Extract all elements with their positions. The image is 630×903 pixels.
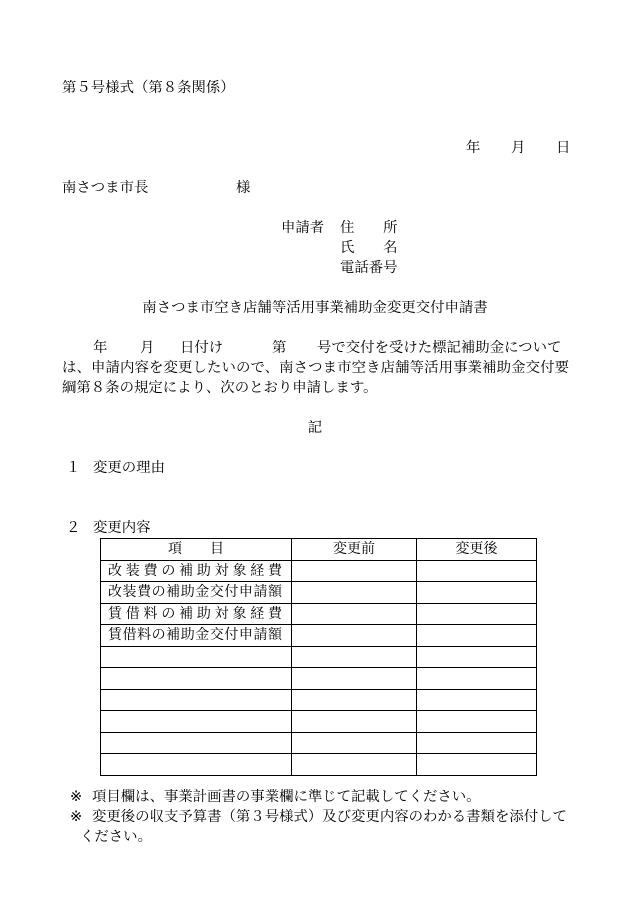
table-row bbox=[101, 625, 537, 647]
after-cell bbox=[417, 625, 537, 647]
body-line2: は、申請内容を変更したいので、南さつま市空き店舗等活用事業補助金交付要 bbox=[62, 360, 569, 376]
after-cell bbox=[417, 711, 537, 733]
body-line3: 綱第８条の規定により、次のとおり申請します。 bbox=[62, 380, 378, 396]
item-cell bbox=[101, 625, 292, 647]
note-text-2-line-2: ください。 bbox=[80, 829, 152, 845]
document-title: 南さつま市空き店舗等活用事業補助金変更交付申請書 bbox=[142, 300, 488, 316]
after-cell bbox=[417, 582, 537, 604]
after-cell bbox=[417, 668, 537, 690]
ki-heading: 記 bbox=[307, 420, 323, 436]
item-label: 賃借料の補助金交付申請額 bbox=[108, 627, 282, 644]
section-heading-change-content: 変更内容 bbox=[93, 520, 151, 536]
after-cell bbox=[417, 732, 537, 754]
date-month-label: 月 bbox=[511, 140, 526, 156]
column-header-after: 変更後 bbox=[417, 539, 537, 561]
item-cell bbox=[101, 646, 292, 668]
table-row bbox=[101, 689, 537, 711]
note-text-2-line-1: 変更後の収支予算書（第３号様式）及び変更内容のわかる書類を添付して bbox=[92, 809, 567, 825]
item-label: 改装費の補助対象経費 bbox=[108, 562, 282, 579]
body-line1-rest: 号で交付を受けた標記補助金について bbox=[317, 340, 562, 356]
item-label: 賃借料の補助対象経費 bbox=[108, 605, 282, 622]
table-header-row bbox=[101, 539, 537, 561]
applicant-label: 申請者 bbox=[281, 220, 325, 236]
applicant-name-label: 氏 名 bbox=[340, 240, 398, 256]
body-date-suffix: 日付け bbox=[180, 340, 224, 356]
item-cell bbox=[101, 603, 292, 625]
before-cell bbox=[292, 668, 417, 690]
before-cell bbox=[292, 646, 417, 668]
item-cell bbox=[101, 689, 292, 711]
item-label: 改装費の補助金交付申請額 bbox=[108, 584, 282, 601]
before-cell bbox=[292, 689, 417, 711]
item-cell bbox=[101, 668, 292, 690]
table-row bbox=[101, 560, 537, 582]
table-row bbox=[101, 668, 537, 690]
before-cell bbox=[292, 560, 417, 582]
applicant-phone-label: 電話番号 bbox=[340, 260, 398, 276]
table-row bbox=[101, 754, 537, 776]
date-year-label: 年 bbox=[466, 140, 481, 156]
before-cell bbox=[292, 625, 417, 647]
table-row bbox=[101, 582, 537, 604]
body-month-label: 月 bbox=[140, 340, 155, 356]
after-cell bbox=[417, 603, 537, 625]
body-number-prefix: 第 bbox=[272, 340, 287, 356]
before-cell bbox=[292, 754, 417, 776]
item-cell bbox=[101, 560, 292, 582]
column-header-item: 項 目 bbox=[101, 539, 292, 561]
form-number: 第５号様式（第８条関係） bbox=[62, 80, 235, 96]
item-cell bbox=[101, 732, 292, 754]
item-cell bbox=[101, 582, 292, 604]
before-cell bbox=[292, 582, 417, 604]
section-number-2: ２ bbox=[66, 520, 81, 536]
applicant-address-label: 住 所 bbox=[340, 220, 398, 236]
after-cell bbox=[417, 560, 537, 582]
date-day-label: 日 bbox=[556, 140, 571, 156]
table-row bbox=[101, 603, 537, 625]
item-cell bbox=[101, 754, 292, 776]
addressee-honorific: 様 bbox=[236, 180, 251, 196]
column-header-before: 変更前 bbox=[292, 539, 417, 561]
table-row bbox=[101, 711, 537, 733]
body-year-label: 年 bbox=[93, 340, 108, 356]
note-text-1: 項目欄は、事業計画書の事業欄に準じて記載してください。 bbox=[92, 789, 481, 805]
note-mark-2: ※ bbox=[70, 809, 83, 825]
after-cell bbox=[417, 646, 537, 668]
addressee-name: 南さつま市長 bbox=[62, 180, 149, 196]
before-cell bbox=[292, 603, 417, 625]
item-cell bbox=[101, 711, 292, 733]
table-row bbox=[101, 732, 537, 754]
before-cell bbox=[292, 732, 417, 754]
note-mark-1: ※ bbox=[70, 789, 83, 805]
after-cell bbox=[417, 689, 537, 711]
change-content-table bbox=[100, 538, 537, 776]
table-row bbox=[101, 646, 537, 668]
section-number-1: １ bbox=[66, 460, 81, 476]
after-cell bbox=[417, 754, 537, 776]
section-heading-change-reason: 変更の理由 bbox=[93, 460, 165, 476]
before-cell bbox=[292, 711, 417, 733]
